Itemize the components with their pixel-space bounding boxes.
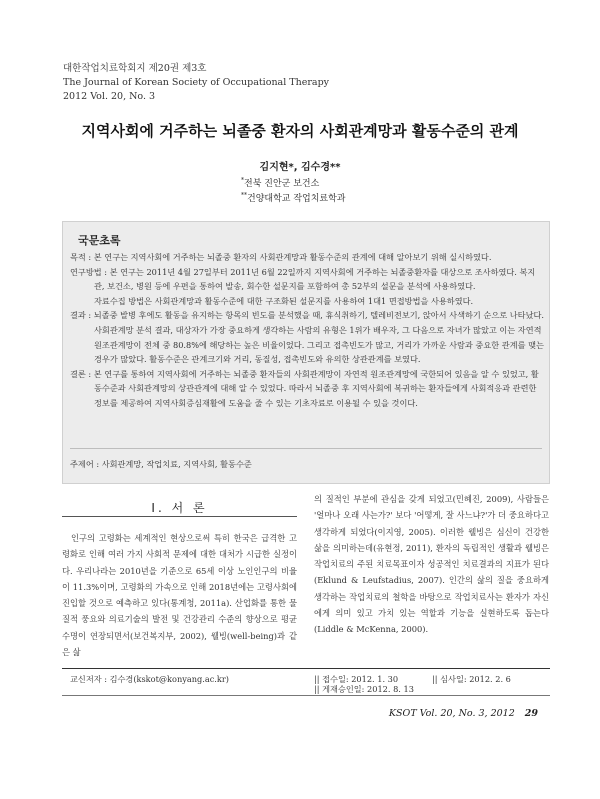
intro-paragraph-right: 의 질적인 부분에 관심을 갖게 되었고(민혜진, 2009), 사람들은 '얼마나 오래 사는가?' 보다 '어떻게, 잘 사느냐?'가 더 중요하다고 생각하게 되었다(이지영, 2005). 이러한 웰빙은 심신이 건강한 삶을 의미하는데(유현정, 2011), 환자의 독립적인 생활과 웰빙은 작업치료의 주된 치료목표이자 성공적인 치료결과의 지표가 된다(Eklund & Leufstadius, 2007). 인간의 삶의 질을 중요하게 생각하는 작업치료의 철학을 바탕으로 작업치료사는 환자가 자신에게 의미 있고 가치 있는 역할과 기능을 실현하도록 돕는다(Liddle & McKenna, 2000). bbox=[314, 494, 549, 635]
section-heading: I. 서 론 bbox=[151, 501, 208, 515]
abstract-body bbox=[70, 250, 544, 411]
page-number: 29 bbox=[524, 708, 538, 719]
section-divider bbox=[62, 516, 297, 517]
journal-name-korean: 대한작업치료학회지 제20권 제3호 bbox=[63, 63, 207, 74]
abstract-divider bbox=[70, 448, 542, 449]
abstract-keywords: 주제어 : 사회관계망, 작업치료, 지역사회, 활동수준 bbox=[70, 459, 252, 469]
abstract-heading: 국문초록 bbox=[78, 234, 121, 247]
footer-divider-top bbox=[62, 668, 550, 669]
journal-header bbox=[63, 62, 329, 104]
affiliation-2-mark: ** bbox=[241, 192, 247, 199]
corresponding-author: 교신저자 : 김수경(kskot@konyang.ac.kr) bbox=[70, 674, 229, 684]
accepted-date: || 게재승인일: 2012. 8. 13 bbox=[314, 684, 414, 694]
page-footer bbox=[389, 708, 538, 719]
body-column-right bbox=[314, 491, 549, 638]
affiliation-2 bbox=[241, 191, 346, 204]
footer-journal: KSOT Vol. 20, No. 3, 2012 bbox=[388, 708, 515, 719]
received-date: || 접수일: 2012. 1. 30 bbox=[314, 674, 399, 684]
intro-paragraph-left: 인구의 고령화는 세계적인 현상으로써 특히 한국은 급격한 고령화로 인해 여러 가지 사회적 문제에 대한 대처가 시급한 실정이다. 우리나라는 2010년을 기준으로 65세 이상 노인인구의 비율이 11.3%이며, 고령화의 가속으로 인해 2018년에는 고령사회에 진입할 것으로 예측하고 있다(통계청, 2011a). 산업화를 통한 물질적 풍요와 의료기술의 발전 및 건강관리 수준의 향상으로 평균수명이 연장되면서(보건복지부, 2002), 웰빙(well-being)과 같은 삶 bbox=[62, 533, 297, 658]
paper-title: 지역사회에 거주하는 뇌졸중 환자의 사회관계망과 활동수준의 관계 bbox=[81, 122, 519, 140]
abstract-results: 결과 : 뇌졸중 발병 후에도 활동을 유지하는 항목의 빈도를 분석했을 때, 휴식취하기, 텔레비전보기, 앉아서 사색하기 순으로 나타났다. 사회관계망 분석 결과, 대상자가 가장 중요하게 생각하는 사람의 유형은 1위가 배우자, 그 다음으로 자녀가 많았고 이는 자연적 원조관계망이 전체 중 80.8%에 해당하는 높은 비율이었다. 그리고 접촉빈도가 많고, 거리가 가까운 사람과 중요한 관계를 맺는 경우가 많았다. 활동수준은 관계크기와 거리, 동질성, 접촉빈도와 유의한 상관관계를 보였다. bbox=[70, 310, 544, 365]
journal-name-english: The Journal of Korean Society of Occupational Therapy bbox=[63, 77, 330, 88]
abstract-methods-cont: 자료수집 방법은 사회관계망과 활동수준에 대한 구조화된 설문지를 사용하여 1대1 면접방법을 사용하였다. bbox=[94, 295, 474, 306]
author-list: 김지현*, 김수경** bbox=[259, 162, 341, 173]
affiliation-1-text: 전북 진안군 보건소 bbox=[244, 179, 320, 189]
abstract-conclusion: 결론 : 본 연구를 통하여 지역사회에 거주하는 뇌졸중 환자들의 사회관계망이 자연적 원조관계망에 국한되어 있음을 알 수 있었고, 활동수준과 사회관계망의 상관관계에 대해 알 수 있었다. 따라서 뇌졸중 후 지역사회에 복귀하는 환자들에게 사회적응과 관련한 정보를 제공하여 지역사회증심재활에 도움을 줄 수 있는 기초자료로 이용될 수 있을 것이다. bbox=[70, 368, 539, 408]
affiliation-1 bbox=[241, 176, 319, 189]
abstract-methods: 연구방법 : 본 연구는 2011년 4월 27일부터 2011년 6월 22일까지 지역사회에 거주하는 뇌졸중환자를 대상으로 조사하였다. 복지관, 보건소, 병원 등에 우편을 통하여 발송, 회수한 설문지를 포함하여 총 52부의 설문을 분석에 사용하였다. bbox=[70, 266, 536, 292]
reviewed-date: || 심사일: 2012. 2. 6 bbox=[432, 674, 511, 684]
body-column-left bbox=[62, 530, 297, 660]
affiliation-1-mark: * bbox=[241, 177, 244, 184]
affiliation-2-text: 건양대학교 작업치료학과 bbox=[247, 194, 346, 204]
abstract-purpose: 목적 : 본 연구는 지역사회에 거주하는 뇌졸중 환자의 사회관계망과 활동수준의 관계에 대해 알아보기 위해 실시하였다. bbox=[70, 252, 492, 262]
footer-divider-bottom bbox=[62, 695, 550, 696]
journal-volume: 2012 Vol. 20, No. 3 bbox=[63, 91, 156, 102]
